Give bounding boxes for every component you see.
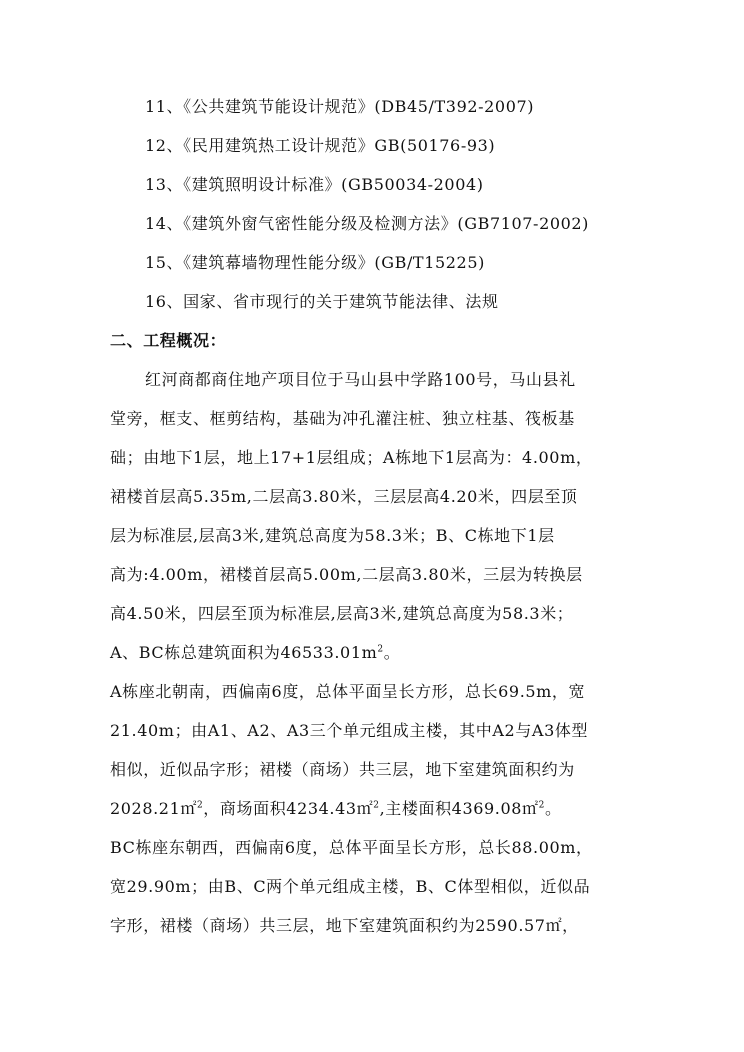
- overview-line: 层为标准层,层高3米,建筑总高度为58.3米；B、C栋地下1层: [110, 526, 555, 545]
- section-heading: 二、工程概况：: [110, 331, 227, 350]
- overview-line: 裙楼首层高5.35m,二层高3.80米，三层层高4.20米，四层至顶: [110, 487, 578, 506]
- overview-line: 高4.50米，四层至顶为标准层,层高3米,建筑总高度为58.3米；: [110, 604, 574, 623]
- mall-area: ，商场面积4234.43㎡: [203, 799, 374, 818]
- reference-item-14: 14、《建筑外窗气密性能分级及检测方法》(GB7107-2002): [145, 214, 590, 233]
- reference-item-11: 11、《公共建筑节能设计规范》(DB45/T392-2007): [145, 97, 535, 116]
- overview-total-text: A、BC栋总建筑面积为46533.01m: [110, 643, 378, 662]
- building-a-areas: [110, 798, 562, 820]
- building-a-line: A栋座北朝南，西偏南6度，总体平面呈长方形，总长69.5m，宽: [110, 682, 586, 701]
- reference-item-15: 15、《建筑幕墙物理性能分级》(GB/T15225): [145, 253, 485, 272]
- reference-item-13: 13、《建筑照明设计标准》(GB50034-2004): [145, 175, 484, 194]
- basement-area: 2028.21㎡: [110, 799, 197, 818]
- building-bc-line: 字形，裙楼（商场）共三层，地下室建筑面积约为2590.57㎡，: [110, 916, 579, 935]
- superscript: 2: [196, 800, 204, 811]
- building-a-line: 相似，近似品字形；裙楼（商场）共三层，地下室建筑面积约为: [110, 760, 575, 779]
- overview-line: 红河商都商住地产项目位于马山县中学路100号，马山县礼: [145, 370, 576, 389]
- areas-tail: 。: [544, 799, 562, 818]
- overview-total-area: [110, 642, 400, 664]
- overview-line: 堂旁，框支、框剪结构，基础为冲孔灌注桩、独立柱基、筏板基: [110, 409, 575, 428]
- reference-item-16: 16、国家、省市现行的关于建筑节能法律、法规: [145, 292, 499, 311]
- overview-line: 础；由地下1层，地上17+1层组成；A栋地下1层高为：4.00m，: [110, 448, 593, 467]
- overview-line: 高为:4.00m，裙楼首层高5.00m,二层高3.80米，三层为转换层: [110, 565, 583, 584]
- superscript: 2: [373, 800, 380, 811]
- tower-area: ,主楼面积4369.08㎡: [379, 799, 539, 818]
- reference-item-12: 12、《民用建筑热工设计规范》GB(50176-93): [145, 136, 496, 155]
- building-bc-line: BC栋座东朝西，西偏南6度，总体平面呈长方形，总长88.00m，: [110, 838, 593, 857]
- building-bc-line: 宽29.90m；由B、C两个单元组成主楼，B、C体型相似，近似品: [110, 877, 591, 896]
- superscript: 2: [538, 800, 545, 811]
- superscript: 2: [377, 644, 384, 655]
- overview-total-tail: 。: [383, 643, 401, 662]
- building-a-line: 21.40m；由A1、A2、A3三个单元组成主楼，其中A2与A3体型: [110, 721, 589, 740]
